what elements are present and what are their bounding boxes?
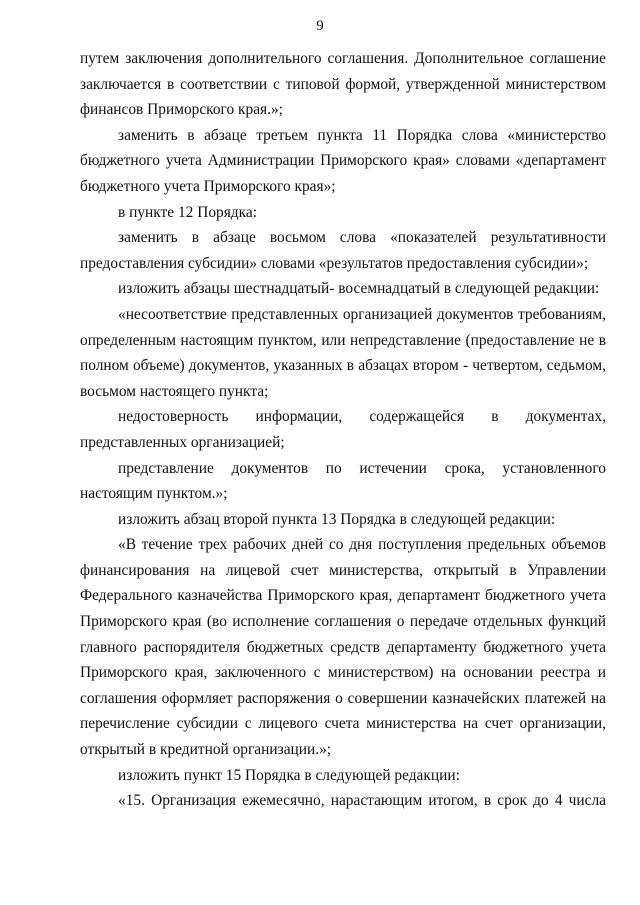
paragraph-quote-point-15: «15. Организация ежемесячно, нарастающим итогом, в срок до 4 числа [118, 792, 606, 810]
paragraph-quote-late-submission: представление документов по истечении срока, установленного настоящим пунктом.»; [80, 459, 606, 503]
paragraph-restate-abzacy: изложить абзацы шестнадцатый- восемнадцатый в следующей редакции: [118, 280, 600, 298]
document-body [80, 46, 606, 814]
paragraph-restate-point-13: изложить абзац второй пункта 13 Порядка в следующей редакции: [118, 510, 556, 528]
paragraph-quote-point-13: «В течение трех рабочих дней со дня поступления предельных объемов финансирования на лицевой счет министерства, открытый в Управлении Федерального казначейства Приморского края, департамент бюджетного учета Приморского края (во исполнение соглашения о передаче отдельных функций главного распорядителя бюджетных средств департаменту бюджетного учета Приморского края, заключенного с министерством) на основании реестра и соглашения оформляет распоряжения о совершении казначейских платежей на перечисление субсидии с лицевого счета министерства на счет организации, открытый в кредитной организации.»; [80, 536, 606, 759]
paragraph-restate-point-15: изложить пункт 15 Порядка в следующей редакции: [118, 766, 460, 784]
paragraph-continuation: путем заключения дополнительного соглашения. Дополнительное соглашение заключается в соответствии с типовой формой, утвержденной министерством финансов Приморского края.»; [80, 50, 606, 119]
paragraph-point-12-heading: в пункте 12 Порядка: [118, 203, 257, 221]
page-number: 9 [316, 18, 324, 34]
paragraph-amend-abzac-8: заменить в абзаце восьмом слова «показателей результативности предоставления субсидии» словами «результатов предоставления субсидии»; [80, 229, 606, 272]
paragraph-quote-noncompliance: «несоответствие представленных организацией документов требованиям, определенным настоящим пунктом, или непредставление (предоставление не в полном объеме) документов, указанных в абзацах втором - четвертом, седьмом, восьмом настоящего пункта; [80, 305, 606, 400]
paragraph-amend-point-11: заменить в абзаце третьем пункта 11 Порядка слова «министерство бюджетного учета Администрации Приморского края» словами «департамент бюджетного учета Приморского края»; [80, 126, 606, 195]
paragraph-quote-inaccuracy: недостоверность информации, содержащейся в документах, представленных организацией; [80, 408, 606, 451]
